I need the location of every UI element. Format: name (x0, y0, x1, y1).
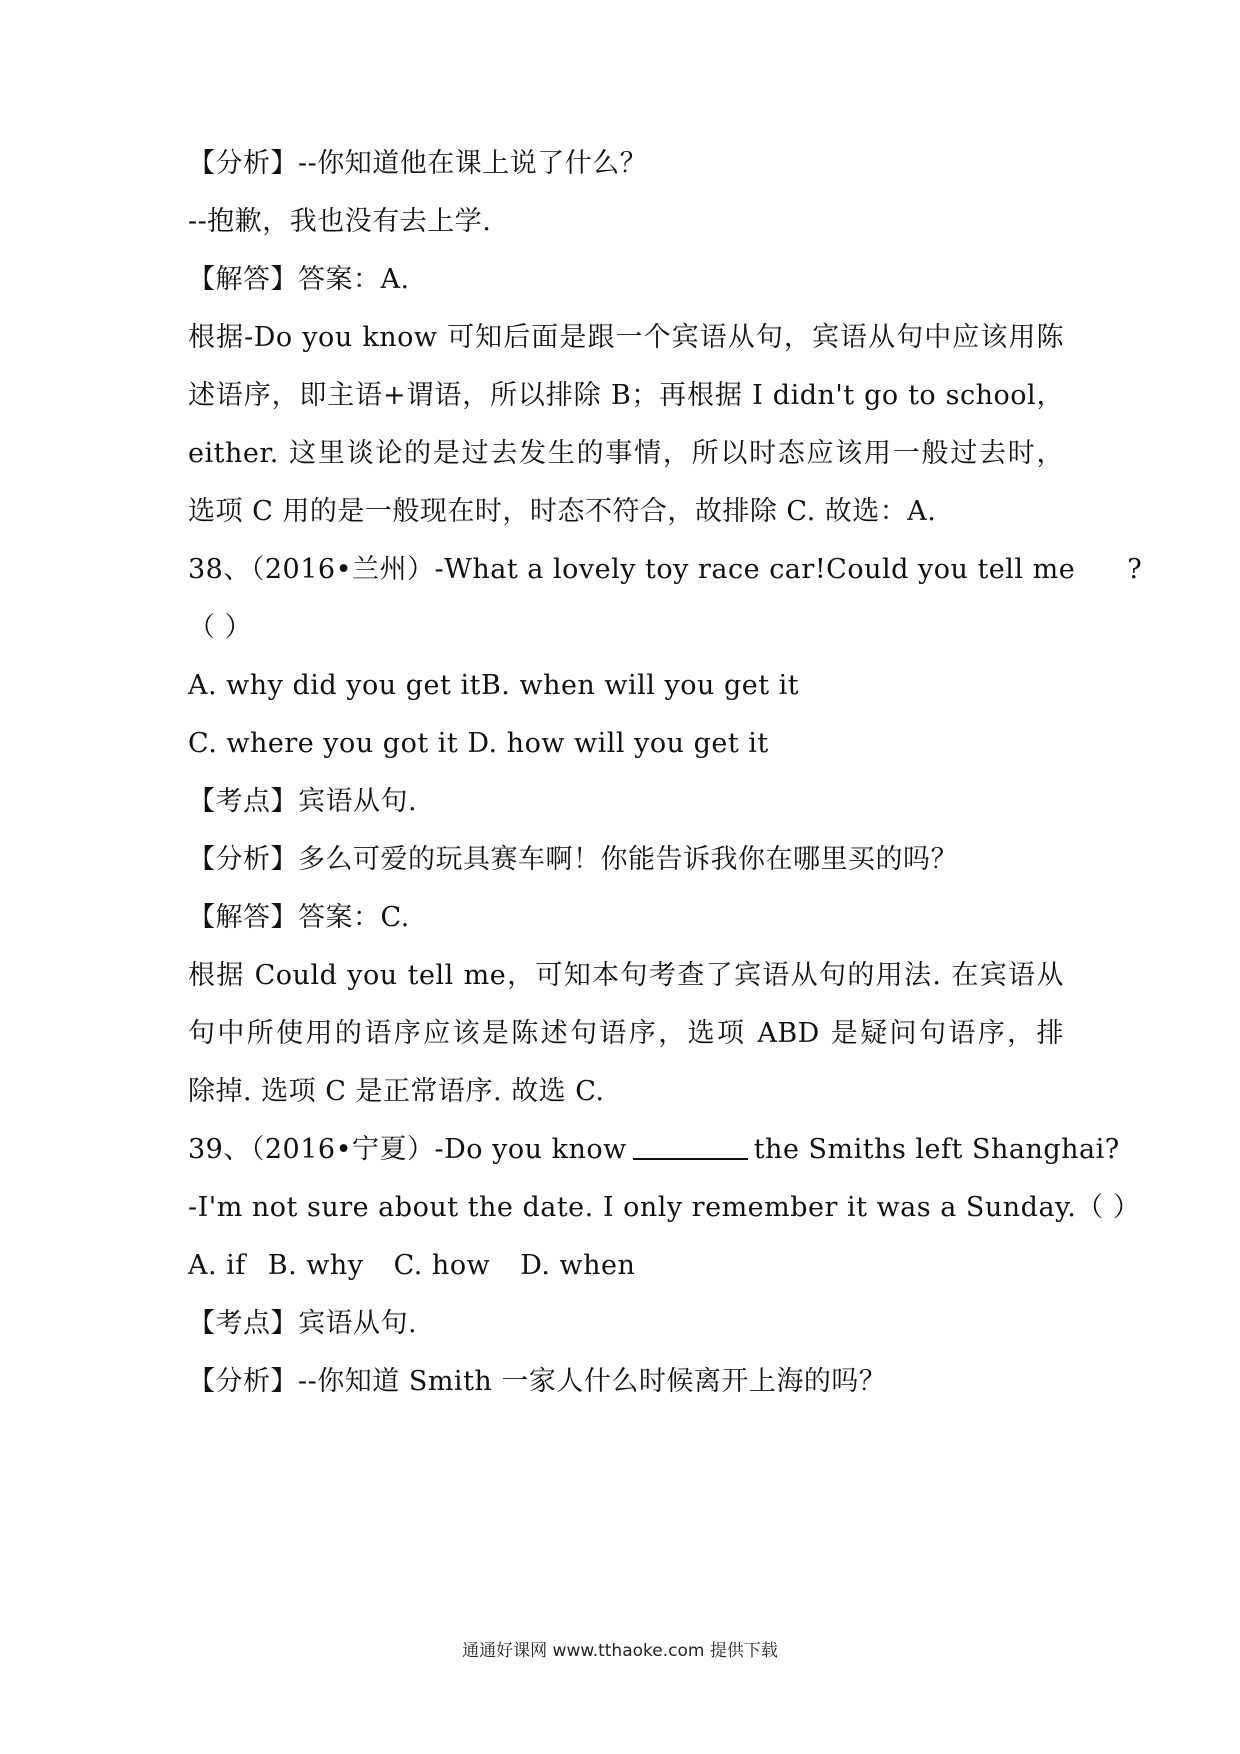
q38-stem: 38、（2016•兰州）-What a lovely toy race car!Could you tell me (188, 554, 1076, 585)
q39-line2: -I'm not sure about the date. I only remember it was a Sunday.（ ） (188, 1192, 1141, 1223)
q39-stem-start: 39、（2016•宁夏）-Do you know (188, 1134, 627, 1165)
q38-explain-line: 根据 Could you tell me，可知本句考查了宾语从句的用法. 在宾语从 (188, 960, 1064, 991)
q38-answer: 【解答】答案：C. (188, 902, 410, 933)
q38-point: 【考点】宾语从句. (188, 786, 418, 817)
q39-options-row (188, 1248, 635, 1284)
q38-options-line: A. why did you get itB. when will you get it (188, 670, 800, 701)
q38-answer-paren: （ ） (188, 612, 253, 643)
prev-explain-line: 根据-Do you know 可知后面是跟一个宾语从句，宾语从句中应该用陈 (188, 322, 1064, 353)
q39-point: 【考点】宾语从句. (188, 1308, 418, 1339)
page-footer: 通通好课网 www.tthaoke.com 提供下载 (462, 1641, 778, 1661)
q38-analysis: 【分析】多么可爱的玩具赛车啊！你能告诉我你在哪里买的吗？ (188, 844, 958, 875)
q39-option-c: C. how (393, 1250, 491, 1281)
q39-answer-blank (633, 1134, 748, 1160)
q39-option-a: A. if (188, 1250, 246, 1281)
q39-stem-end: the Smiths left Shanghai? (753, 1134, 1120, 1165)
q38-explain-line: 除掉. 选项 C 是正常语序. 故选 C. (188, 1076, 605, 1107)
prev-answer: 【解答】答案：A. (188, 264, 410, 295)
q39-option-b: B. why (267, 1250, 364, 1281)
prev-analysis-cont: --抱歉，我也没有去上学. (188, 206, 492, 237)
q39-option-d: D. when (520, 1250, 636, 1281)
q38-options-line: C. where you got it D. how will you get it (188, 728, 769, 759)
q38-stem-row (188, 552, 1142, 588)
q38-explain-line: 句中所使用的语序应该是陈述句语序，选项 ABD 是疑问句语序，排 (188, 1018, 1064, 1049)
q38-stem-end: ? (1127, 554, 1143, 585)
prev-explain-line: 选项 C 用的是一般现在时，时态不符合，故排除 C. 故选：A. (188, 496, 937, 527)
prev-analysis: 【分析】--你知道他在课上说了什么？ (188, 148, 648, 179)
q39-analysis: 【分析】--你知道 Smith 一家人什么时候离开上海的吗？ (188, 1366, 887, 1397)
q39-stem-row (188, 1132, 1120, 1168)
prev-explain-line: 述语序，即主语+谓语，所以排除 B；再根据 I didn't go to school， (188, 380, 1064, 411)
prev-explain-line: either. 这里谈论的是过去发生的事情，所以时态应该用一般过去时， (188, 438, 1064, 469)
